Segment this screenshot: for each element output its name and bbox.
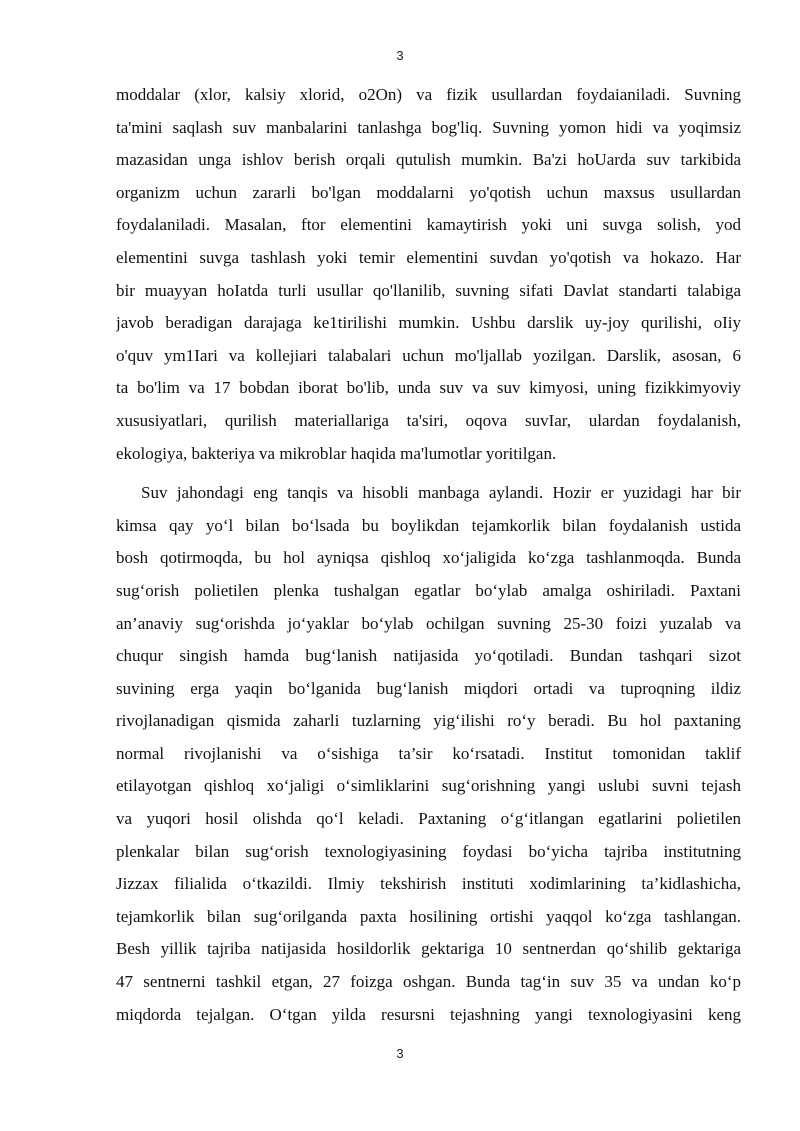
text-line: ta bo'lim va 17 bobdan iborat bo'lib, unda suv va suv kimyosi, uning fizikkimyoviy: [116, 378, 741, 398]
text-line: an’anaviy sug‘orishda jo‘yaklar bo‘ylab ochilgan suvning 25-30 foizi yuzalab va: [116, 613, 741, 633]
page-number-bottom: 3: [396, 1046, 404, 1061]
paragraph-2: [116, 477, 741, 1031]
text-line: xususiyatlari, qurilish materiallariga ta'siri, oqova suvIar, ulardan foydalanish,: [116, 410, 741, 430]
text-line: foydalaniladi. Masalan, ftor elementini kamaytirish yoki uni suvga solish, yod: [116, 215, 741, 235]
text-line: plenkalar bilan sug‘orish texnologiyasining foydasi bo‘yicha tajriba institutning: [116, 841, 741, 861]
text-line: javob beradigan darajaga ke1tirilishi mumkin. Ushbu darslik uy-joy qurilishi, oIiy: [116, 313, 741, 333]
text-line: kimsa qay yo‘l bilan bo‘lsada bu boylikdan tejamkorlik bilan foydalanish ustida: [116, 515, 741, 535]
page-number-top: 3: [396, 48, 404, 63]
text-line: ta'mini saqlash suv manbalarini tanlashga bog'liq. Suvning yomon hidi va yoqimsiz: [116, 117, 741, 137]
text-line: chuqur singish hamda bug‘lanish natijasida yo‘qotiladi. Bundan tashqari sizot: [116, 646, 741, 666]
text-line: tejamkorlik bilan sug‘orilganda paxta hosilining ortishi yaqqol ko‘zga tashlangan.: [116, 906, 741, 926]
text-line: ekologiya, bakteriya va mikroblar haqida ma'lumotlar yoritilgan.: [116, 443, 557, 463]
text-line: organizm uchun zararli bo'lgan moddalarni yo'qotish uchun maxsus usullardan: [116, 182, 741, 202]
paragraph-1: [116, 79, 741, 470]
text-line: elementini suvga tashlash yoki temir elementini suvdan yo'qotish va hokazo. Har: [116, 247, 741, 267]
text-line: etilayotgan qishloq xo‘jaligi o‘simliklarini sug‘orishning yangi uslubi suvni tejash: [116, 776, 741, 796]
text-line: mazasidan unga ishlov berish orqali qutulish mumkin. Ba'zi hoUarda suv tarkibida: [116, 150, 741, 170]
text-line: sug‘orish polietilen plenka tushalgan egatlar bo‘ylab amalga oshiriladi. Paxtani: [116, 580, 741, 600]
text-line: bosh qotirmoqda, bu hol ayniqsa qishloq xo‘jaligida ko‘zga tashlanmoqda. Bunda: [116, 548, 741, 568]
text-line: miqdorda tejalgan. O‘tgan yilda resursni tejashning yangi texnologiyasini keng: [116, 1004, 741, 1024]
text-line: o'quv ym1Iari va kollejiari talabalari uchun mo'ljallab yozilgan. Darslik, asosan, 6: [116, 345, 741, 365]
text-line: va yuqori hosil olishda qo‘l keladi. Paxtaning o‘g‘itlangan egatlarini polietilen: [116, 809, 741, 829]
text-line: bir muayyan hoIatda turli usullar qo'llanilib, suvning sifati Davlat standarti talabiga: [116, 280, 741, 300]
text-line: Suv jahondagi eng tanqis va hisobli manbaga aylandi. Hozir er yuzidagi har bir: [141, 483, 741, 503]
text-line: 47 sentnerni tashkil etgan, 27 foizga oshgan. Bunda tag‘in suv 35 va undan ko‘p: [116, 972, 741, 992]
text-line: suvining erga yaqin bo‘lganida bug‘lanish miqdori ortadi va tuproqning ildiz: [116, 678, 741, 698]
text-line: rivojlanadigan qismida zaharli tuzlarning yig‘ilishi ro‘y beradi. Bu hol paxtaning: [116, 711, 741, 731]
text-line: normal rivojlanishi va o‘sishiga ta’sir ko‘rsatadi. Institut tomonidan taklif: [116, 743, 741, 763]
paragraph-spacer: [116, 470, 741, 477]
text-line: Jizzax filialida o‘tkazildi. Ilmiy tekshirish instituti xodimlarining ta’kidlashicha,: [116, 874, 741, 894]
document-body: [116, 79, 741, 1031]
text-line: Besh yillik tajriba natijasida hosildorlik gektariga 10 sentnerdan qo‘shilib gektariga: [116, 939, 741, 959]
text-line: moddalar (xlor, kalsiy xlorid, o2On) va fizik usullardan foydaianiladi. Suvning: [116, 85, 741, 104]
